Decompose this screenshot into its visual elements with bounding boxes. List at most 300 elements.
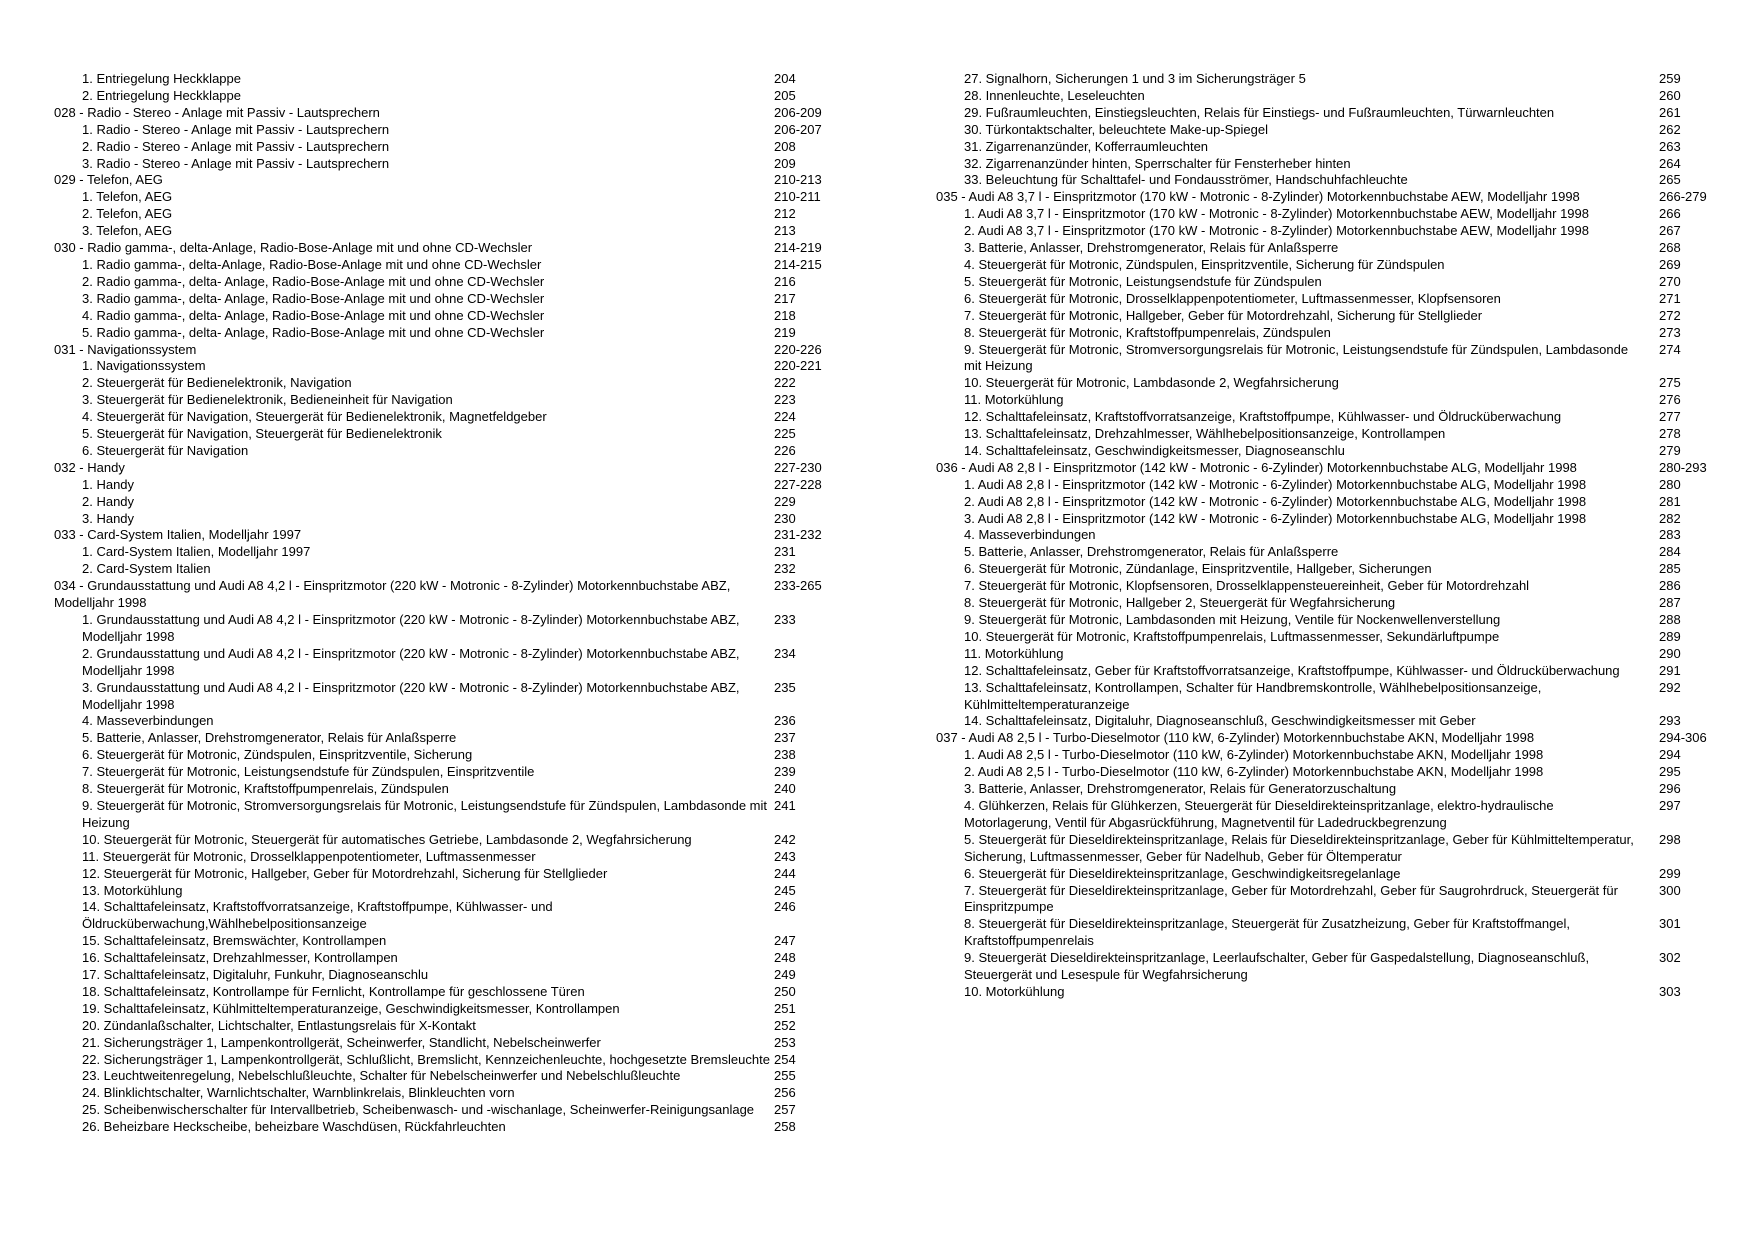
toc-entry-pages: 293 — [1659, 713, 1681, 729]
toc-entry-pages: 230 — [774, 510, 796, 526]
toc-entry-pages: 286 — [1659, 578, 1681, 594]
toc-section-entry — [936, 291, 1716, 308]
toc-entry-title: 14. Schalttafeleinsatz, Geschwindigkeitsmesser, Diagnoseanschlu — [964, 442, 1345, 458]
toc-entry-title: 7. Steuergerät für Motronic, Klopfsensoren, Drosselklappensteuereinheit, Geber für Motordrehzahl — [964, 578, 1530, 594]
toc-entry-pages: 296 — [1659, 781, 1681, 797]
toc-entry-title: 12. Schalttafeleinsatz, Kraftstoffvorratsanzeige, Kraftstoffpumpe, Kühlwasser- und Öldrucküberwachung — [964, 409, 1562, 425]
toc-section-entry — [936, 88, 1716, 105]
toc-entry-pages: 291 — [1659, 662, 1681, 678]
toc-entry-title: 27. Signalhorn, Sicherungen 1 und 3 im Sicherungsträger 5 — [964, 71, 1306, 86]
toc-entry-pages: 206-207 — [774, 121, 822, 137]
toc-section-entry — [54, 1001, 834, 1018]
toc-section-entry — [54, 798, 834, 832]
toc-entry-pages: 224 — [774, 409, 796, 425]
toc-entry-pages: 246 — [774, 899, 796, 915]
toc-section-entry — [54, 781, 834, 798]
toc-section-entry — [54, 1102, 834, 1119]
toc-entry-title: 1. Radio - Stereo - Anlage mit Passiv - Lautsprechern — [82, 121, 390, 137]
toc-section-entry — [936, 663, 1716, 680]
toc-section-entry — [54, 392, 834, 409]
toc-entry-pages: 214-219 — [774, 240, 822, 256]
toc-entry-pages: 220-226 — [774, 341, 822, 357]
toc-section-entry — [54, 984, 834, 1001]
toc-entry-title: 33. Beleuchtung für Schalttafel- und Fondausströmer, Handschuhfachleuchte — [964, 172, 1408, 188]
toc-section-entry — [936, 798, 1716, 832]
toc-section-entry — [54, 680, 834, 714]
toc-section-entry — [54, 713, 834, 730]
toc-section-entry — [936, 629, 1716, 646]
toc-entry-title: 1. Telefon, AEG — [82, 189, 173, 205]
toc-entry-pages: 210-213 — [774, 172, 822, 188]
toc-entry-title: 13. Schalttafeleinsatz, Drehzahlmesser, Wählhebelpositionsanzeige, Kontrollampen — [964, 426, 1446, 442]
toc-entry-pages: 214-215 — [774, 256, 822, 272]
toc-section-entry — [936, 646, 1716, 663]
toc-section-entry — [936, 274, 1716, 291]
toc-entry-pages: 287 — [1659, 595, 1681, 611]
toc-entry-pages: 233-265 — [774, 578, 822, 594]
toc-section-entry — [54, 156, 834, 173]
toc-entry-title: 3. Grundausstattung und Audi A8 4,2 l - Einspritzmotor (220 kW - Motronic - 8-Zylinder) Motorkennbuchstabe ABZ, Modelljahr 1998 — [82, 679, 740, 712]
toc-entry-title: 2. Telefon, AEG — [82, 206, 173, 222]
toc-entry-pages: 219 — [774, 324, 796, 340]
toc-entry-pages: 270 — [1659, 273, 1681, 289]
toc-entry-title: 1. Card-System Italien, Modelljahr 1997 — [82, 544, 311, 560]
toc-section-entry — [54, 883, 834, 900]
toc-entry-title: 14. Schalttafeleinsatz, Digitaluhr, Diagnoseanschluß, Geschwindigkeitsmesser mit Geber — [964, 713, 1476, 729]
toc-entry-pages: 283 — [1659, 527, 1681, 543]
toc-entry-title: 25. Scheibenwischerschalter für Intervallbetrieb, Scheibenwasch- und -wischanlage, Scheinwerfer-Reinigungsanlage — [82, 1102, 755, 1118]
toc-entry-title: 26. Beheizbare Heckscheibe, beheizbare Waschdüsen, Rückfahrleuchten — [82, 1119, 506, 1135]
toc-section-entry — [936, 764, 1716, 781]
toc-entry-pages: 280-293 — [1659, 459, 1707, 475]
toc-section-entry — [936, 342, 1716, 376]
toc-entry-pages: 208 — [774, 138, 796, 154]
toc-entry-pages: 251 — [774, 1000, 796, 1016]
toc-entry-pages: 298 — [1659, 831, 1681, 847]
toc-entry-title: 22. Sicherungsträger 1, Lampenkontrollgerät, Schlußlicht, Bremslicht, Kennzeichenleuchte, hochgesetzte Bremsleuchte — [82, 1051, 770, 1067]
toc-entry-title: 18. Schalttafeleinsatz, Kontrollampe für Fernlicht, Kontrollampe für geschlossene Türen — [82, 983, 585, 999]
toc-entry-title: 11. Motorkühlung — [964, 645, 1064, 661]
toc-entry-title: 6. Steuergerät für Navigation — [82, 442, 249, 458]
toc-section-entry — [54, 866, 834, 883]
toc-section-entry — [936, 71, 1716, 88]
toc-section-entry — [936, 257, 1716, 274]
toc-section-entry — [54, 139, 834, 156]
toc-entry-title: 13. Motorkühlung — [82, 882, 183, 898]
toc-section-entry — [54, 1119, 834, 1136]
toc-entry-title: 1. Handy — [82, 476, 135, 492]
toc-entry-pages: 294 — [1659, 747, 1681, 763]
toc-section-entry — [936, 916, 1716, 950]
toc-entry-title: 23. Leuchtweitenregelung, Nebelschlußleuchte, Schalter für Nebelscheinwerfer und Nebelschlußleuchte — [82, 1068, 681, 1084]
toc-entry-title: 2. Radio gamma-, delta- Anlage, Radio-Bose-Anlage mit und ohne CD-Wechsler — [82, 273, 545, 289]
toc-entry-title: 5. Batterie, Anlasser, Drehstromgenerator, Relais für Anlaßsperre — [82, 730, 457, 746]
toc-entry-pages: 260 — [1659, 87, 1681, 103]
toc-entry-title: 17. Schalttafeleinsatz, Digitaluhr, Funkuhr, Diagnoseanschlu — [82, 967, 429, 983]
toc-entry-pages: 204 — [774, 71, 796, 86]
toc-entry-title: 14. Schalttafeleinsatz, Kraftstoffvorratsanzeige, Kraftstoffpumpe, Kühlwasser- und Öldrucküberwachung,Wählhebelpositionsanzeige — [82, 899, 553, 932]
toc-entry-pages: 227-230 — [774, 459, 822, 475]
toc-chapter-entry — [54, 342, 834, 359]
toc-entry-pages: 229 — [774, 493, 796, 509]
toc-entry-title: 028 - Radio - Stereo - Anlage mit Passiv - Lautsprechern — [54, 104, 380, 120]
toc-entry-pages: 235 — [774, 679, 796, 695]
toc-entry-title: 2. Grundausstattung und Audi A8 4,2 l - Einspritzmotor (220 kW - Motronic - 8-Zylinder) Motorkennbuchstabe ABZ, Modelljahr 1998 — [82, 645, 740, 678]
toc-entry-title: 3. Radio - Stereo - Anlage mit Passiv - Lautsprechern — [82, 155, 390, 171]
toc-entry-title: 2. Entriegelung Heckklappe — [82, 87, 241, 103]
toc-column-right — [936, 71, 1716, 1001]
toc-entry-title: 10. Motorkühlung — [964, 983, 1065, 999]
toc-entry-pages: 240 — [774, 781, 796, 797]
toc-entry-title: 31. Zigarrenanzünder, Kofferraumleuchten — [964, 138, 1209, 154]
toc-section-entry — [54, 71, 834, 88]
toc-section-entry — [54, 764, 834, 781]
toc-entry-pages: 279 — [1659, 442, 1681, 458]
toc-entry-title: 032 - Handy — [54, 459, 125, 475]
toc-section-entry — [54, 206, 834, 223]
toc-entry-title: 7. Steuergerät für Motronic, Leistungsendstufe für Zündspulen, Einspritzventile — [82, 764, 535, 780]
toc-entry-title: 1. Grundausstattung und Audi A8 4,2 l - Einspritzmotor (220 kW - Motronic - 8-Zylinder) Motorkennbuchstabe ABZ, Modelljahr 1998 — [82, 612, 740, 644]
toc-section-entry — [54, 1068, 834, 1085]
toc-section-entry — [936, 156, 1716, 173]
toc-entry-title: 3. Batterie, Anlasser, Drehstromgenerator, Relais für Anlaßsperre — [964, 240, 1339, 256]
toc-entry-title: 2. Audi A8 2,8 l - Einspritzmotor (142 kW - Motronic - 6-Zylinder) Motorkennbuchstabe ALG, Modelljahr 1998 — [964, 493, 1587, 509]
toc-entry-pages: 249 — [774, 967, 796, 983]
toc-section-entry — [54, 511, 834, 528]
toc-entry-title: 3. Batterie, Anlasser, Drehstromgenerator, Relais für Generatorzuschaltung — [964, 781, 1397, 797]
toc-entry-pages: 218 — [774, 307, 796, 323]
toc-entry-title: 13. Schalttafeleinsatz, Kontrollampen, Schalter für Handbremskontrolle, Wählhebelpositionsanzeige, Kühlmitteltemperaturanzeige — [964, 679, 1542, 712]
toc-entry-title: 6. Steuergerät für Motronic, Zündspulen, Einspritzventile, Sicherung — [82, 747, 473, 763]
toc-section-entry — [936, 680, 1716, 714]
toc-entry-title: 029 - Telefon, AEG — [54, 172, 163, 188]
toc-entry-pages: 231 — [774, 544, 796, 560]
toc-entry-pages: 252 — [774, 1017, 796, 1033]
toc-entry-title: 20. Zündanlaßschalter, Lichtschalter, Entlastungsrelais für X-Kontakt — [82, 1017, 476, 1033]
toc-entry-title: 4. Steuergerät für Motronic, Zündspulen, Einspritzventile, Sicherung für Zündspulen — [964, 256, 1445, 272]
toc-entry-title: 1. Radio gamma-, delta-Anlage, Radio-Bose-Anlage mit und ohne CD-Wechsler — [82, 256, 542, 272]
toc-section-entry — [936, 612, 1716, 629]
toc-entry-title: 10. Steuergerät für Motronic, Steuergerät für automatisches Getriebe, Lambdasonde 2, Wegfahrsicherung — [82, 831, 692, 847]
toc-section-entry — [54, 544, 834, 561]
toc-entry-pages: 271 — [1659, 290, 1681, 306]
toc-entry-title: 030 - Radio gamma-, delta-Anlage, Radio-Bose-Anlage mit und ohne CD-Wechsler — [54, 240, 533, 256]
toc-section-entry — [936, 494, 1716, 511]
toc-section-entry — [54, 88, 834, 105]
toc-entry-pages: 282 — [1659, 510, 1681, 526]
toc-section-entry — [936, 325, 1716, 342]
toc-section-entry — [936, 426, 1716, 443]
toc-entry-title: 32. Zigarrenanzünder hinten, Sperrschalter für Fensterheber hinten — [964, 155, 1351, 171]
toc-entry-title: 2. Handy — [82, 493, 135, 509]
toc-entry-title: 037 - Audi A8 2,5 l - Turbo-Dieselmotor (110 kW, 6-Zylinder) Motorkennbuchstabe AKN, Modelljahr 1998 — [936, 730, 1535, 746]
toc-entry-title: 9. Steuergerät für Motronic, Stromversorgungsrelais für Motronic, Leistungsendstufe für Zündspulen, Lambdasonde mit Heizung — [964, 341, 1629, 374]
toc-section-entry — [54, 832, 834, 849]
toc-entry-pages: 217 — [774, 290, 796, 306]
toc-entry-pages: 225 — [774, 426, 796, 442]
toc-section-entry — [54, 1085, 834, 1102]
toc-chapter-entry — [54, 460, 834, 477]
toc-entry-title: 031 - Navigationssystem — [54, 341, 197, 357]
toc-entry-pages: 227-228 — [774, 476, 822, 492]
toc-section-entry — [54, 561, 834, 578]
toc-entry-title: 5. Batterie, Anlasser, Drehstromgenerator, Relais für Anlaßsperre — [964, 544, 1339, 560]
toc-section-entry — [54, 189, 834, 206]
toc-section-entry — [54, 950, 834, 967]
toc-entry-title: 4. Steuergerät für Navigation, Steuergerät für Bedienelektronik, Magnetfeldgeber — [82, 409, 547, 425]
toc-section-entry — [54, 899, 834, 933]
toc-entry-pages: 262 — [1659, 121, 1681, 137]
toc-section-entry — [936, 240, 1716, 257]
toc-entry-pages: 300 — [1659, 882, 1681, 898]
toc-entry-pages: 223 — [774, 392, 796, 408]
toc-entry-pages: 263 — [1659, 138, 1681, 154]
toc-section-entry — [936, 409, 1716, 426]
toc-section-entry — [936, 139, 1716, 156]
toc-entry-title: 28. Innenleuchte, Leseleuchten — [964, 87, 1145, 103]
toc-entry-pages: 277 — [1659, 409, 1681, 425]
toc-chapter-entry — [936, 189, 1716, 206]
toc-section-entry — [936, 392, 1716, 409]
toc-entry-title: 10. Steuergerät für Motronic, Kraftstoffpumpenrelais, Luftmassenmesser, Sekundärluftpumpe — [964, 628, 1500, 644]
toc-entry-title: 033 - Card-System Italien, Modelljahr 1997 — [54, 527, 302, 543]
toc-chapter-entry — [54, 172, 834, 189]
toc-entry-pages: 205 — [774, 87, 796, 103]
toc-section-entry — [54, 612, 834, 646]
toc-entry-title: 4. Glühkerzen, Relais für Glühkerzen, Steuergerät für Dieseldirekteinspritzanlage, elektro-hydraulische Motorlagerung, Ventil für Abgasrückführung, Magnetventil für Ladedruckbegrenzung — [964, 797, 1554, 830]
toc-entry-pages: 284 — [1659, 544, 1681, 560]
toc-section-entry — [936, 544, 1716, 561]
toc-entry-pages: 301 — [1659, 916, 1681, 932]
toc-section-entry — [936, 527, 1716, 544]
toc-entry-pages: 216 — [774, 273, 796, 289]
toc-entry-title: 8. Steuergerät für Motronic, Kraftstoffpumpenrelais, Zündspulen — [82, 781, 449, 797]
toc-entry-pages: 267 — [1659, 223, 1681, 239]
toc-entry-pages: 213 — [774, 223, 796, 239]
toc-section-entry — [936, 883, 1716, 917]
toc-entry-title: 1. Audi A8 2,5 l - Turbo-Dieselmotor (110 kW, 6-Zylinder) Motorkennbuchstabe AKN, Modelljahr 1998 — [964, 747, 1544, 763]
toc-entry-title: 29. Fußraumleuchten, Einstiegsleuchten, Relais für Einstiegs- und Fußraumleuchten, Türwarnleuchten — [964, 104, 1555, 120]
toc-section-entry — [936, 832, 1716, 866]
toc-section-entry — [54, 933, 834, 950]
toc-entry-title: 2. Audi A8 3,7 l - Einspritzmotor (170 kW - Motronic - 8-Zylinder) Motorkennbuchstabe AEW, Modelljahr 1998 — [964, 223, 1589, 239]
toc-entry-title: 9. Steuergerät Dieseldirekteinspritzanlage, Leerlaufschalter, Geber für Gaspedalstellung, Diagnoseanschluß, Steuergerät und Lesespule für Wegfahrsicherung — [964, 950, 1590, 983]
toc-entry-pages: 258 — [774, 1119, 796, 1135]
toc-entry-pages: 220-221 — [774, 358, 822, 374]
toc-section-entry — [936, 511, 1716, 528]
toc-entry-pages: 238 — [774, 747, 796, 763]
toc-section-entry — [936, 866, 1716, 883]
toc-entry-title: 4. Masseverbindungen — [964, 527, 1096, 543]
toc-entry-pages: 302 — [1659, 950, 1681, 966]
toc-chapter-entry — [54, 240, 834, 257]
toc-entry-pages: 281 — [1659, 493, 1681, 509]
toc-entry-pages: 234 — [774, 645, 796, 661]
toc-section-entry — [936, 223, 1716, 240]
toc-column-left — [54, 71, 834, 1136]
toc-entry-pages: 250 — [774, 983, 796, 999]
toc-entry-title: 3. Steuergerät für Bedienelektronik, Bedieneinheit für Navigation — [82, 392, 453, 408]
toc-section-entry — [54, 122, 834, 139]
toc-entry-title: 2. Steuergerät für Bedienelektronik, Navigation — [82, 375, 352, 391]
toc-entry-pages: 297 — [1659, 797, 1681, 813]
toc-entry-pages: 244 — [774, 865, 796, 881]
toc-section-entry — [54, 477, 834, 494]
toc-chapter-entry — [54, 105, 834, 122]
toc-entry-pages: 266-279 — [1659, 189, 1707, 205]
toc-section-entry — [936, 375, 1716, 392]
toc-entry-title: 8. Steuergerät für Motronic, Hallgeber 2, Steuergerät für Wegfahrsicherung — [964, 595, 1396, 611]
toc-entry-pages: 285 — [1659, 561, 1681, 577]
toc-entry-title: 4. Radio gamma-, delta- Anlage, Radio-Bose-Anlage mit und ohne CD-Wechsler — [82, 307, 545, 323]
toc-entry-title: 9. Steuergerät für Motronic, Lambdasonden mit Heizung, Ventile für Nockenwellenverstellung — [964, 612, 1501, 627]
toc-entry-pages: 232 — [774, 561, 796, 577]
toc-chapter-entry — [936, 730, 1716, 747]
toc-entry-title: 6. Steuergerät für Dieseldirekteinspritzanlage, Geschwindigkeitsregelanlage — [964, 865, 1401, 881]
toc-section-entry — [54, 223, 834, 240]
toc-section-entry — [936, 781, 1716, 798]
toc-entry-pages: 280 — [1659, 476, 1681, 492]
toc-section-entry — [54, 747, 834, 764]
toc-entry-pages: 212 — [774, 206, 796, 222]
toc-entry-title: 035 - Audi A8 3,7 l - Einspritzmotor (170 kW - Motronic - 8-Zylinder) Motorkennbuchstabe AEW, Modelljahr 1998 — [936, 189, 1580, 205]
toc-entry-pages: 255 — [774, 1068, 796, 1084]
toc-section-entry — [936, 477, 1716, 494]
toc-entry-pages: 245 — [774, 882, 796, 898]
toc-entry-title: 11. Motorkühlung — [964, 392, 1064, 408]
toc-entry-pages: 272 — [1659, 307, 1681, 323]
toc-entry-title: 3. Audi A8 2,8 l - Einspritzmotor (142 kW - Motronic - 6-Zylinder) Motorkennbuchstabe ALG, Modelljahr 1998 — [964, 510, 1587, 526]
toc-entry-pages: 231-232 — [774, 527, 822, 543]
toc-entry-pages: 233 — [774, 612, 796, 627]
toc-entry-pages: 299 — [1659, 865, 1681, 881]
toc-chapter-entry — [936, 460, 1716, 477]
toc-entry-pages: 259 — [1659, 71, 1681, 86]
toc-entry-title: 1. Audi A8 2,8 l - Einspritzmotor (142 kW - Motronic - 6-Zylinder) Motorkennbuchstabe ALG, Modelljahr 1998 — [964, 476, 1587, 492]
toc-entry-pages: 295 — [1659, 764, 1681, 780]
toc-entry-title: 034 - Grundausstattung und Audi A8 4,2 l - Einspritzmotor (220 kW - Motronic - 8-Zylinder) Motorkennbuchstabe ABZ, Modelljahr 1998 — [54, 578, 731, 611]
toc-entry-pages: 237 — [774, 730, 796, 746]
toc-section-entry — [54, 1035, 834, 1052]
toc-section-entry — [936, 950, 1716, 984]
toc-entry-pages: 290 — [1659, 645, 1681, 661]
toc-section-entry — [54, 967, 834, 984]
toc-section-entry — [54, 274, 834, 291]
toc-entry-pages: 276 — [1659, 392, 1681, 408]
toc-entry-pages: 241 — [774, 797, 796, 813]
toc-section-entry — [936, 713, 1716, 730]
toc-entry-title: 4. Masseverbindungen — [82, 713, 214, 729]
toc-entry-title: 8. Steuergerät für Motronic, Kraftstoffpumpenrelais, Zündspulen — [964, 324, 1331, 340]
toc-section-entry — [936, 561, 1716, 578]
toc-section-entry — [936, 595, 1716, 612]
toc-entry-title: 24. Blinklichtschalter, Warnlichtschalter, Warnblinkrelais, Blinkleuchten vorn — [82, 1085, 515, 1101]
toc-entry-pages: 303 — [1659, 983, 1681, 999]
toc-entry-title: 5. Steuergerät für Motronic, Leistungsendstufe für Zündspulen — [964, 273, 1322, 289]
toc-section-entry — [936, 578, 1716, 595]
toc-entry-pages: 248 — [774, 950, 796, 966]
toc-entry-title: 30. Türkontaktschalter, beleuchtete Make-up-Spiegel — [964, 121, 1268, 137]
toc-entry-title: 21. Sicherungsträger 1, Lampenkontrollgerät, Scheinwerfer, Standlicht, Nebelscheinwerfer — [82, 1034, 601, 1050]
toc-entry-pages: 222 — [774, 375, 796, 391]
toc-entry-pages: 292 — [1659, 679, 1681, 695]
toc-section-entry — [936, 206, 1716, 223]
toc-entry-pages: 288 — [1659, 612, 1681, 627]
toc-entry-pages: 261 — [1659, 104, 1681, 120]
toc-entry-pages: 253 — [774, 1034, 796, 1050]
toc-section-entry — [54, 426, 834, 443]
toc-section-entry — [54, 443, 834, 460]
toc-section-entry — [936, 122, 1716, 139]
toc-entry-title: 2. Card-System Italien — [82, 561, 211, 577]
toc-entry-title: 11. Steuergerät für Motronic, Drosselklappenpotentiometer, Luftmassenmesser — [82, 848, 536, 864]
toc-section-entry — [54, 1052, 834, 1069]
toc-entry-pages: 242 — [774, 831, 796, 847]
toc-entry-pages: 275 — [1659, 375, 1681, 391]
toc-section-entry — [936, 172, 1716, 189]
toc-entry-title: 7. Steuergerät für Dieseldirekteinspritzanlage, Geber für Motordrehzahl, Geber für Saugrohrdruck, Steuergerät für Einspritzpumpe — [964, 882, 1618, 915]
toc-entry-title: 3. Radio gamma-, delta- Anlage, Radio-Bose-Anlage mit und ohne CD-Wechsler — [82, 290, 545, 306]
toc-chapter-entry — [54, 527, 834, 544]
toc-entry-title: 1. Navigationssystem — [82, 358, 206, 374]
toc-entry-pages: 256 — [774, 1085, 796, 1101]
toc-entry-title: 10. Steuergerät für Motronic, Lambdasonde 2, Wegfahrsicherung — [964, 375, 1339, 391]
toc-entry-title: 5. Radio gamma-, delta- Anlage, Radio-Bose-Anlage mit und ohne CD-Wechsler — [82, 324, 545, 340]
toc-section-entry — [54, 1018, 834, 1035]
toc-entry-title: 5. Steuergerät für Navigation, Steuergerät für Bedienelektronik — [82, 426, 442, 442]
toc-entry-pages: 294-306 — [1659, 730, 1707, 746]
toc-entry-title: 5. Steuergerät für Dieseldirekteinspritzanlage, Relais für Dieseldirekteinspritzanlage, Geber für Kühlmitteltemperatur, Sicherung, Luftmassenmesser, Geber für Nadelhub, Geber für Öltemperatur — [964, 831, 1634, 864]
toc-entry-pages: 247 — [774, 933, 796, 949]
toc-entry-title: 1. Entriegelung Heckklappe — [82, 71, 241, 86]
toc-entry-title: 12. Schalttafeleinsatz, Geber für Kraftstoffvorratsanzeige, Kraftstoffpumpe, Kühlwasser- und Öldrucküberwachung — [964, 662, 1620, 678]
toc-entry-title: 3. Telefon, AEG — [82, 223, 173, 239]
toc-entry-title: 9. Steuergerät für Motronic, Stromversorgungsrelais für Motronic, Leistungsendstufe für Zündspulen, Lambdasonde mit Heizung — [82, 797, 768, 830]
toc-entry-pages: 268 — [1659, 240, 1681, 256]
toc-entry-pages: 264 — [1659, 155, 1681, 171]
toc-section-entry — [54, 375, 834, 392]
toc-section-entry — [936, 308, 1716, 325]
toc-entry-title: 6. Steuergerät für Motronic, Drosselklappenpotentiometer, Luftmassenmesser, Klopfsensoren — [964, 290, 1501, 306]
toc-entry-title: 2. Audi A8 2,5 l - Turbo-Dieselmotor (110 kW, 6-Zylinder) Motorkennbuchstabe AKN, Modelljahr 1998 — [964, 764, 1544, 780]
toc-entry-pages: 254 — [774, 1051, 796, 1067]
toc-entry-pages: 266 — [1659, 206, 1681, 222]
toc-entry-pages: 257 — [774, 1102, 796, 1118]
toc-entry-title: 7. Steuergerät für Motronic, Hallgeber, Geber für Motordrehzahl, Sicherung für Stellglieder — [964, 307, 1483, 323]
toc-entry-pages: 265 — [1659, 172, 1681, 188]
toc-section-entry — [54, 308, 834, 325]
toc-entry-pages: 278 — [1659, 426, 1681, 442]
toc-section-entry — [936, 443, 1716, 460]
toc-section-entry — [54, 325, 834, 342]
toc-section-entry — [936, 747, 1716, 764]
toc-entry-pages: 243 — [774, 848, 796, 864]
toc-entry-title: 15. Schalttafeleinsatz, Bremswächter, Kontrollampen — [82, 933, 387, 949]
toc-section-entry — [54, 409, 834, 426]
toc-section-entry — [54, 358, 834, 375]
toc-entry-title: 1. Audi A8 3,7 l - Einspritzmotor (170 kW - Motronic - 8-Zylinder) Motorkennbuchstabe AEW, Modelljahr 1998 — [964, 206, 1589, 222]
toc-entry-title: 2. Radio - Stereo - Anlage mit Passiv - Lautsprechern — [82, 138, 390, 154]
toc-entry-pages: 236 — [774, 713, 796, 729]
toc-entry-pages: 269 — [1659, 256, 1681, 272]
toc-entry-pages: 226 — [774, 442, 796, 458]
toc-entry-pages: 273 — [1659, 324, 1681, 340]
toc-entry-pages: 239 — [774, 764, 796, 780]
toc-entry-pages: 210-211 — [774, 189, 821, 205]
toc-chapter-entry — [54, 578, 834, 612]
toc-entry-title: 19. Schalttafeleinsatz, Kühlmitteltemperaturanzeige, Geschwindigkeitsmesser, Kontrollampen — [82, 1000, 620, 1016]
toc-entry-title: 3. Handy — [82, 510, 135, 526]
